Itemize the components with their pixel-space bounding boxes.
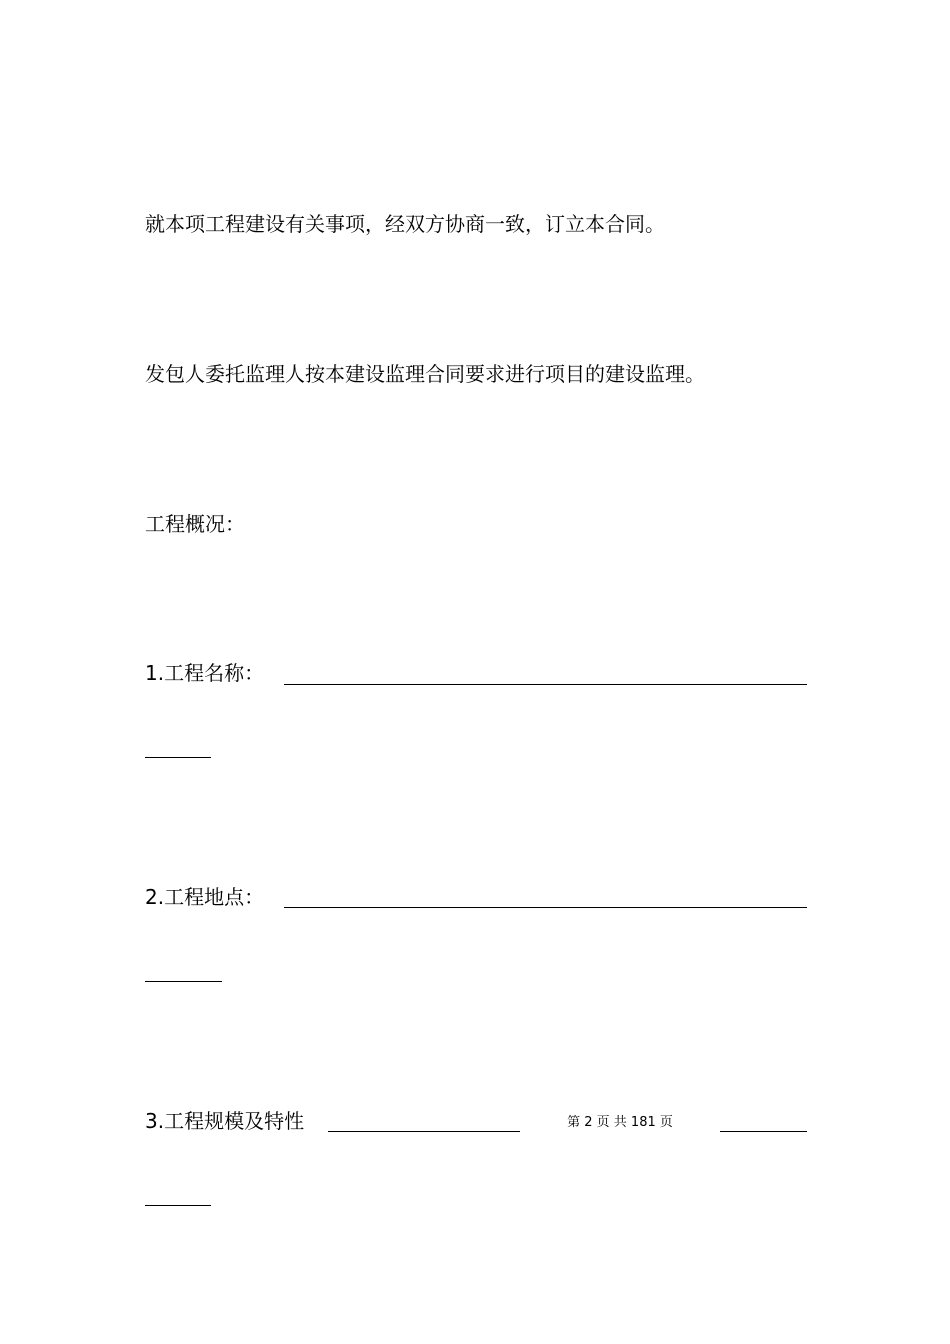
project-name-blank-continuation xyxy=(145,757,211,758)
project-location-label: 2.工程地点： xyxy=(145,885,265,909)
overview-heading: 工程概况： xyxy=(145,512,245,536)
project-scale-label: 3.工程规模及特性 xyxy=(145,1109,305,1133)
project-location-blank-continuation xyxy=(145,981,222,982)
project-name-label: 1.工程名称： xyxy=(145,661,265,685)
page-number-footer: 第 2 页 共 181 页 xyxy=(520,1114,720,1132)
project-name-blank xyxy=(284,684,807,685)
project-location-blank xyxy=(284,907,807,908)
intro-paragraph: 就本项工程建设有关事项，经双方协商一致，订立本合同。 xyxy=(145,212,665,236)
project-scale-blank-continuation xyxy=(145,1205,211,1206)
entrust-paragraph: 发包人委托监理人按本建设监理合同要求进行项目的建设监理。 xyxy=(145,362,705,386)
